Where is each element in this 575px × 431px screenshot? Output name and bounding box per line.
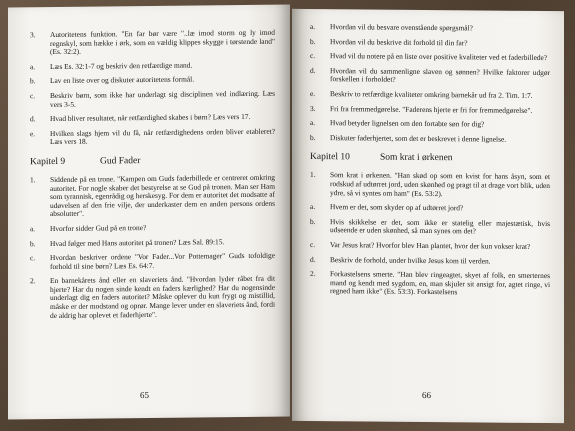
list-item [30, 237, 275, 248]
item-text: Hvad vil du notere på en liste over positive kvaliteter ved et faderbillede? [330, 51, 548, 63]
list-item [310, 105, 550, 116]
list-item [30, 275, 275, 321]
item-text: Lav en liste over og diskuter autoritetens formål. [50, 74, 195, 86]
list-item [310, 67, 550, 86]
list-item [310, 203, 550, 214]
item-text: Hvad følger med Hans autoritet på tronen? Læs Sal. 89:15. [50, 236, 225, 248]
item-label: b. [310, 216, 316, 226]
item-text: Hvad bliver resultatet, når retfærdighed skabes i børn? Læs vers 17. [50, 112, 251, 124]
item-text: Hvilken slags hjem vil du få, når retfærdighedens orden bliver etableret? Læs vers 18. [50, 126, 275, 147]
right-page [292, 9, 564, 423]
list-item [30, 174, 275, 220]
right-page-content [310, 23, 550, 304]
item-text: Hvordan beskriver ordene "Vor Fader...Vor Pottemager" Guds tofoldige forhold til sine børn? Læs Es. 64:7. [50, 250, 275, 271]
list-item [310, 241, 550, 252]
item-text: Autoritetens funktion. "En far bør være "..læ imod storm og ly imod regnskyl, som hække i ørk, som en vældig klippes skygge i tørstende land" (Es. 32:2). [50, 27, 275, 57]
list-item [30, 113, 275, 124]
chapter-label: Kapitel 9 [30, 156, 66, 168]
item-label: c. [30, 253, 36, 263]
item-label: c. [310, 51, 316, 61]
item-label: 2. [30, 276, 36, 286]
item-text: Beskriv to retfærdige kvaliteter omkring barnekår ud fra 2. Tim. 1:7. [330, 89, 533, 100]
chapter-heading [310, 152, 550, 165]
chapter-title: Som krat i ørkenen [380, 152, 453, 164]
list-item [30, 223, 275, 234]
item-text: Hvordan vil du besvare ovenstående spørgsmål? [330, 22, 473, 33]
left-page [8, 5, 290, 420]
item-label: b. [30, 76, 36, 86]
list-item [310, 90, 550, 101]
list-item [310, 23, 550, 34]
chapter-label: Kapitel 10 [310, 152, 350, 163]
list-item [30, 252, 275, 272]
item-label: d. [30, 114, 36, 124]
item-text: Beskriv de forhold, under hvilke Jesus kom til verden. [330, 254, 491, 266]
item-text: Hvis skikkelse er det, som ikke er statelig eller majestætisk, hvis udseende er uden skønhed, så man synes om det? [330, 216, 550, 236]
item-label: b. [310, 36, 316, 46]
item-label: c. [310, 239, 316, 249]
list-item [310, 119, 550, 130]
item-label: b. [30, 238, 36, 248]
item-label: a. [310, 118, 316, 128]
item-text: Fri fra fremmedgørelse. "Faderens hjerte er fri for fremmedgørelse". [330, 103, 533, 115]
list-item [310, 270, 550, 298]
item-text: Hvad betyder lignelsen om den fortabte søn for dig? [330, 118, 485, 129]
item-text: Hvordan vil du beskrive dit forhold til din far? [330, 36, 468, 47]
item-label: e. [310, 88, 316, 98]
chapter-heading [30, 155, 275, 169]
item-text: Beskriv børn, som ikke har underlagt sig disciplinen ved indlæring. Læs vers 3-5. [50, 88, 275, 109]
item-text: En barnekårets ånd eller en slaveriets ånd. "Hvordan lyder råbet fra dit hjerte? Har du nogen sinde kendt en faders kærlighed? Har du nogensinde underlagt dig en faders autoritet? Måske oplever du kun frygt og mistillid, måske er der modstand og oprør. Mange lever under en slaveriets ånd, fordi de aldrig har oplevet et faderhjerte". [50, 273, 275, 320]
item-label: c. [30, 91, 36, 101]
list-item [310, 218, 550, 237]
item-text: Forkastelsens smerte. "Han blev ringeagtet, skyet af folk, en smerternes mand og kendt med sygdom, en, man skjuler sit ansigt for, agtet ringe, vi regned ham ikke" (Es. 53:3). Forkastelsens [330, 269, 550, 297]
list-item [310, 255, 550, 266]
item-label: 1. [30, 175, 36, 185]
list-item [30, 127, 275, 147]
item-text: Diskuter faderhjertet, som det er beskrevet i denne lignelse. [330, 132, 507, 144]
item-label: d. [310, 254, 316, 264]
list-item [30, 75, 275, 86]
item-text: Som krat i ørkenen. "Han skød op som en kvist for hans åsyn, som et rodskud af udtørret jord, uden skønhed og pragt til at drage vort blik, uden ydre, så vi syntes om ham" (Es. 53:2). [330, 170, 550, 198]
page-number: 66 [422, 389, 431, 401]
item-text: Var Jesus krat? Hvorfor blev Han plantet, hvor der kun vokser krat? [330, 240, 531, 251]
list-item [310, 171, 550, 199]
item-label: d. [310, 65, 316, 75]
chapter-title: Gud Fader [100, 156, 141, 167]
list-item [30, 60, 275, 71]
item-label: 2. [310, 269, 316, 279]
item-text: Hvordan vil du sammenligne slaven og sønnen? Hvilke faktorer udgør forskellen i forholdet? [330, 65, 550, 85]
item-text: Hvem er det, som skyder op af udtørret jord? [330, 202, 464, 213]
page-number: 65 [140, 390, 149, 401]
open-book [8, 6, 568, 426]
item-label: a. [30, 61, 36, 72]
list-item [310, 52, 550, 63]
list-item [310, 134, 550, 145]
item-text: Læs Es. 32:1-7 og beskriv den retfærdige mand. [50, 60, 193, 71]
list-item [310, 38, 550, 49]
item-label: a. [30, 224, 36, 234]
list-item [30, 29, 275, 57]
item-text: Siddende på en trone. "Kampen om Guds faderbillede er centreret omkring autoritet. For nogle skaber det bestyrelse at se Gud på tronen. Man ser Ham som tyrannisk, egenrådig og herskesyg. For dem er autoritet det modsatte af udøvelsen af den frie vilje, der underkaster dem en anden persons ordens absolutter". [50, 172, 275, 219]
item-label: a. [310, 21, 316, 32]
item-text: Hvorfor sidder Gud på en trone? [50, 222, 147, 233]
list-item [30, 90, 275, 110]
left-page-content [30, 29, 275, 327]
item-label: a. [310, 202, 316, 212]
item-label: 3. [30, 30, 36, 40]
item-label: 3. [310, 103, 316, 113]
item-label: e. [30, 128, 36, 138]
item-label: b. [310, 132, 316, 142]
item-label: 1. [310, 170, 316, 180]
